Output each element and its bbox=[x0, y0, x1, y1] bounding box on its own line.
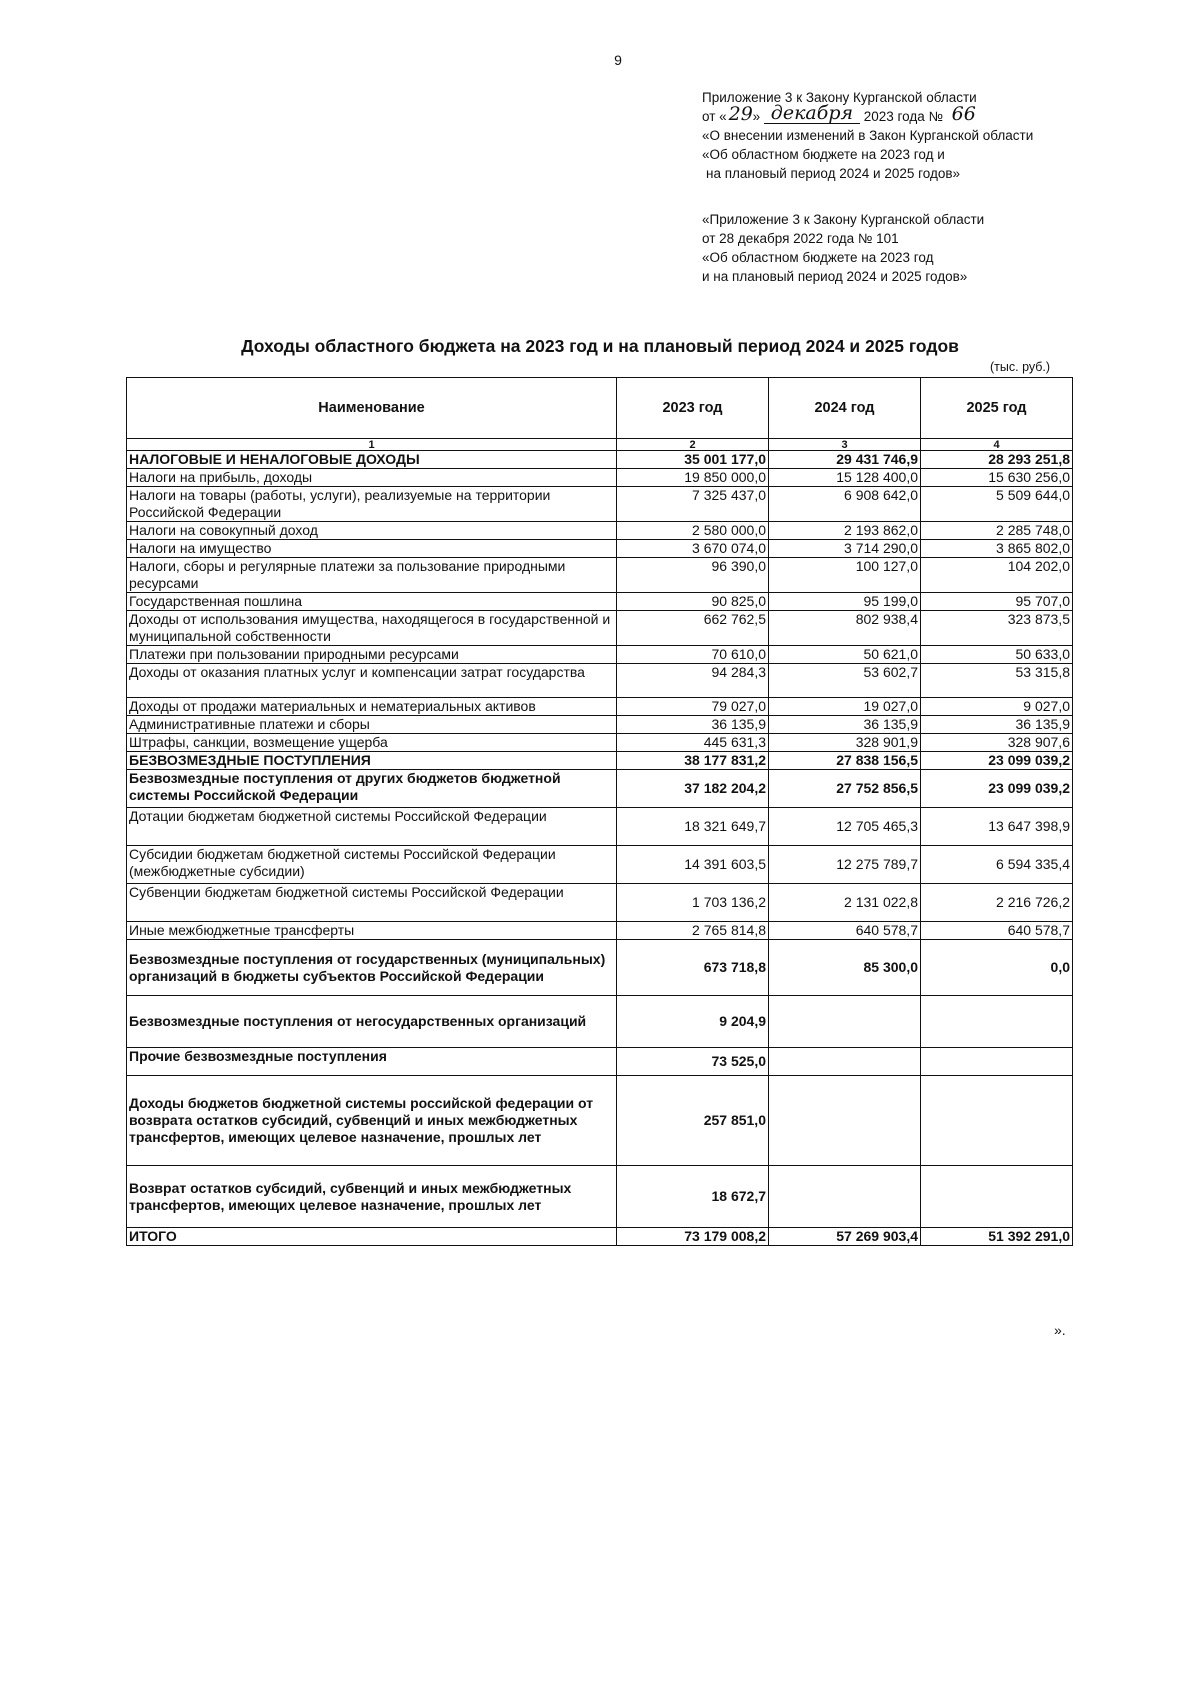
value-2025-cell: 640 578,7 bbox=[921, 922, 1073, 940]
row-name-cell: БЕЗВОЗМЕЗДНЫЕ ПОСТУПЛЕНИЯ bbox=[127, 752, 617, 770]
column-number: 4 bbox=[921, 439, 1073, 451]
value-2024-cell: 328 901,9 bbox=[769, 734, 921, 752]
row-name-cell: Налоги на товары (работы, услуги), реализуемые на территории Российской Федерации bbox=[127, 487, 617, 522]
header-name: Наименование bbox=[127, 378, 617, 439]
value-2023-cell: 37 182 204,2 bbox=[617, 770, 769, 808]
row-name-cell: Иные межбюджетные трансферты bbox=[127, 922, 617, 940]
value-2025-cell bbox=[921, 1048, 1073, 1076]
value-2024-cell: 3 714 290,0 bbox=[769, 540, 921, 558]
value-2024-cell: 57 269 903,4 bbox=[769, 1228, 921, 1246]
value-2023-cell: 19 850 000,0 bbox=[617, 469, 769, 487]
row-name-cell: Безвозмездные поступления от других бюджетов бюджетной системы Российской Федерации bbox=[127, 770, 617, 808]
units-label: (тыс. руб.) bbox=[990, 360, 1051, 374]
value-2024-cell bbox=[769, 1076, 921, 1166]
value-2023-cell: 7 325 437,0 bbox=[617, 487, 769, 522]
value-2024-cell: 802 938,4 bbox=[769, 611, 921, 646]
value-2025-cell: 0,0 bbox=[921, 940, 1073, 996]
value-2023-cell: 18 672,7 bbox=[617, 1166, 769, 1228]
table-row bbox=[127, 664, 1073, 698]
table-row bbox=[127, 752, 1073, 770]
table-row bbox=[127, 922, 1073, 940]
table-row bbox=[127, 940, 1073, 996]
value-2024-cell: 50 621,0 bbox=[769, 646, 921, 664]
page-number: 9 bbox=[614, 52, 622, 68]
value-2023-cell: 38 177 831,2 bbox=[617, 752, 769, 770]
date-mid: » bbox=[752, 109, 761, 124]
value-2025-cell: 50 633,0 bbox=[921, 646, 1073, 664]
table-row bbox=[127, 716, 1073, 734]
header-2025: 2025 год bbox=[921, 378, 1073, 439]
column-number: 2 bbox=[617, 439, 769, 451]
value-2025-cell: 104 202,0 bbox=[921, 558, 1073, 593]
closing-mark: ». bbox=[1054, 1322, 1066, 1338]
table-row bbox=[127, 846, 1073, 884]
row-name-cell: Доходы бюджетов бюджетной системы российской федерации от возврата остатков субсидий, субвенций и иных межбюджетных трансфертов, имеющих целевое назначение, прошлых лет bbox=[127, 1076, 617, 1166]
value-2023-cell: 18 321 649,7 bbox=[617, 808, 769, 846]
value-2025-cell: 3 865 802,0 bbox=[921, 540, 1073, 558]
value-2024-cell: 100 127,0 bbox=[769, 558, 921, 593]
value-2025-cell: 6 594 335,4 bbox=[921, 846, 1073, 884]
row-name-cell: Возврат остатков субсидий, субвенций и иных межбюджетных трансфертов, имеющих целевое назначение, прошлых лет bbox=[127, 1166, 617, 1228]
table-row bbox=[127, 1076, 1073, 1166]
value-2024-cell: 12 275 789,7 bbox=[769, 846, 921, 884]
value-2025-cell: 13 647 398,9 bbox=[921, 808, 1073, 846]
header-2024: 2024 год bbox=[769, 378, 921, 439]
column-number: 3 bbox=[769, 439, 921, 451]
handwritten-month: декабря bbox=[764, 104, 860, 124]
row-name-cell: Государственная пошлина bbox=[127, 593, 617, 611]
value-2024-cell: 27 752 856,5 bbox=[769, 770, 921, 808]
value-2023-cell: 70 610,0 bbox=[617, 646, 769, 664]
value-2023-cell: 79 027,0 bbox=[617, 698, 769, 716]
row-name-cell: Доходы от оказания платных услуг и компенсации затрат государства bbox=[127, 664, 617, 698]
value-2025-cell bbox=[921, 996, 1073, 1048]
row-name-cell: Безвозмездные поступления от негосударственных организаций bbox=[127, 996, 617, 1048]
value-2023-cell: 94 284,3 bbox=[617, 664, 769, 698]
value-2024-cell: 2 131 022,8 bbox=[769, 884, 921, 922]
value-2024-cell: 15 128 400,0 bbox=[769, 469, 921, 487]
row-name-cell: Штрафы, санкции, возмещение ущерба bbox=[127, 734, 617, 752]
header-2023: 2023 год bbox=[617, 378, 769, 439]
row-name-cell: Субвенции бюджетам бюджетной системы Российской Федерации bbox=[127, 884, 617, 922]
table-row bbox=[127, 469, 1073, 487]
value-2025-cell: 23 099 039,2 bbox=[921, 770, 1073, 808]
document-title: Доходы областного бюджета на 2023 год и на плановый период 2024 и 2025 годов bbox=[241, 336, 959, 356]
value-2023-cell: 73 525,0 bbox=[617, 1048, 769, 1076]
row-name-cell: Налоги на совокупный доход bbox=[127, 522, 617, 540]
table-body bbox=[127, 451, 1073, 1246]
value-2024-cell bbox=[769, 996, 921, 1048]
value-2025-cell: 323 873,5 bbox=[921, 611, 1073, 646]
amendment-line-1: Приложение 3 к Закону Курганской области bbox=[702, 90, 977, 105]
value-2024-cell bbox=[769, 1048, 921, 1076]
value-2025-cell: 328 907,6 bbox=[921, 734, 1073, 752]
value-2025-cell: 15 630 256,0 bbox=[921, 469, 1073, 487]
table-row bbox=[127, 558, 1073, 593]
value-2023-cell: 2 765 814,8 bbox=[617, 922, 769, 940]
date-suffix: 2023 года № bbox=[863, 109, 943, 124]
value-2023-cell: 257 851,0 bbox=[617, 1076, 769, 1166]
table-row bbox=[127, 1228, 1073, 1246]
row-name-cell: Прочие безвозмездные поступления bbox=[127, 1048, 617, 1076]
table-row bbox=[127, 884, 1073, 922]
row-name-cell: Налоги на имущество bbox=[127, 540, 617, 558]
row-name-cell: Субсидии бюджетам бюджетной системы Российской Федерации (межбюджетные субсидии) bbox=[127, 846, 617, 884]
column-number-row bbox=[127, 439, 1073, 451]
value-2023-cell: 35 001 177,0 bbox=[617, 451, 769, 469]
amendment-line-3: «О внесении изменений в Закон Курганской области bbox=[702, 128, 1034, 143]
table-row bbox=[127, 611, 1073, 646]
original-line-1: «Приложение 3 к Закону Курганской области bbox=[702, 212, 985, 227]
value-2024-cell: 12 705 465,3 bbox=[769, 808, 921, 846]
value-2025-cell bbox=[921, 1166, 1073, 1228]
table-row bbox=[127, 734, 1073, 752]
row-name-cell: Налоги, сборы и регулярные платежи за пользование природными ресурсами bbox=[127, 558, 617, 593]
value-2024-cell: 29 431 746,9 bbox=[769, 451, 921, 469]
value-2023-cell: 73 179 008,2 bbox=[617, 1228, 769, 1246]
handwritten-law-number: 66 bbox=[951, 102, 976, 125]
row-name-cell: Безвозмездные поступления от государственных (муниципальных) организаций в бюджеты субъектов Российской Федерации bbox=[127, 940, 617, 996]
table-row bbox=[127, 593, 1073, 611]
table-row bbox=[127, 1166, 1073, 1228]
value-2023-cell: 1 703 136,2 bbox=[617, 884, 769, 922]
amendment-line-4: «Об областном бюджете на 2023 год и bbox=[702, 147, 945, 162]
row-name-cell: Административные платежи и сборы bbox=[127, 716, 617, 734]
value-2024-cell: 53 602,7 bbox=[769, 664, 921, 698]
handwritten-day: 29 bbox=[728, 102, 753, 125]
table-row bbox=[127, 1048, 1073, 1076]
value-2025-cell: 2 285 748,0 bbox=[921, 522, 1073, 540]
value-2023-cell: 2 580 000,0 bbox=[617, 522, 769, 540]
value-2025-cell: 53 315,8 bbox=[921, 664, 1073, 698]
table-row bbox=[127, 808, 1073, 846]
row-name-cell: Дотации бюджетам бюджетной системы Российской Федерации bbox=[127, 808, 617, 846]
row-name-cell: Доходы от продажи материальных и нематериальных активов bbox=[127, 698, 617, 716]
table-row bbox=[127, 698, 1073, 716]
value-2024-cell: 95 199,0 bbox=[769, 593, 921, 611]
row-name-cell: НАЛОГОВЫЕ И НЕНАЛОГОВЫЕ ДОХОДЫ bbox=[127, 451, 617, 469]
amendment-header bbox=[702, 88, 1033, 183]
value-2024-cell: 6 908 642,0 bbox=[769, 487, 921, 522]
original-header bbox=[702, 210, 984, 286]
original-line-2: от 28 декабря 2022 года № 101 bbox=[702, 231, 899, 246]
table-row bbox=[127, 646, 1073, 664]
table-row bbox=[127, 522, 1073, 540]
budget-table bbox=[126, 377, 1073, 1246]
table-row bbox=[127, 540, 1073, 558]
value-2023-cell: 14 391 603,5 bbox=[617, 846, 769, 884]
value-2025-cell: 28 293 251,8 bbox=[921, 451, 1073, 469]
value-2024-cell: 27 838 156,5 bbox=[769, 752, 921, 770]
value-2023-cell: 662 762,5 bbox=[617, 611, 769, 646]
table-row bbox=[127, 770, 1073, 808]
table-row bbox=[127, 451, 1073, 469]
value-2025-cell: 9 027,0 bbox=[921, 698, 1073, 716]
table-row bbox=[127, 487, 1073, 522]
header-row bbox=[127, 378, 1073, 439]
value-2023-cell: 673 718,8 bbox=[617, 940, 769, 996]
value-2025-cell: 2 216 726,2 bbox=[921, 884, 1073, 922]
value-2024-cell bbox=[769, 1166, 921, 1228]
value-2023-cell: 36 135,9 bbox=[617, 716, 769, 734]
value-2023-cell: 9 204,9 bbox=[617, 996, 769, 1048]
original-line-4: и на плановый период 2024 и 2025 годов» bbox=[702, 269, 968, 284]
row-name-cell: Налоги на прибыль, доходы bbox=[127, 469, 617, 487]
row-name-cell: Доходы от использования имущества, находящегося в государственной и муниципальной собственности bbox=[127, 611, 617, 646]
value-2025-cell: 36 135,9 bbox=[921, 716, 1073, 734]
value-2023-cell: 90 825,0 bbox=[617, 593, 769, 611]
date-prefix: от « bbox=[702, 109, 727, 124]
value-2025-cell: 51 392 291,0 bbox=[921, 1228, 1073, 1246]
value-2024-cell: 19 027,0 bbox=[769, 698, 921, 716]
amendment-line-5: на плановый период 2024 и 2025 годов» bbox=[706, 166, 961, 181]
column-number: 1 bbox=[127, 439, 617, 451]
value-2023-cell: 445 631,3 bbox=[617, 734, 769, 752]
value-2024-cell: 2 193 862,0 bbox=[769, 522, 921, 540]
row-name-cell: Платежи при пользовании природными ресурсами bbox=[127, 646, 617, 664]
original-line-3: «Об областном бюджете на 2023 год bbox=[702, 250, 934, 265]
value-2024-cell: 36 135,9 bbox=[769, 716, 921, 734]
value-2025-cell: 95 707,0 bbox=[921, 593, 1073, 611]
value-2023-cell: 96 390,0 bbox=[617, 558, 769, 593]
amendment-date-line bbox=[702, 102, 1033, 126]
table-row bbox=[127, 996, 1073, 1048]
row-name-cell: ИТОГО bbox=[127, 1228, 617, 1246]
value-2025-cell bbox=[921, 1076, 1073, 1166]
value-2025-cell: 23 099 039,2 bbox=[921, 752, 1073, 770]
value-2023-cell: 3 670 074,0 bbox=[617, 540, 769, 558]
value-2024-cell: 640 578,7 bbox=[769, 922, 921, 940]
value-2024-cell: 85 300,0 bbox=[769, 940, 921, 996]
value-2025-cell: 5 509 644,0 bbox=[921, 487, 1073, 522]
